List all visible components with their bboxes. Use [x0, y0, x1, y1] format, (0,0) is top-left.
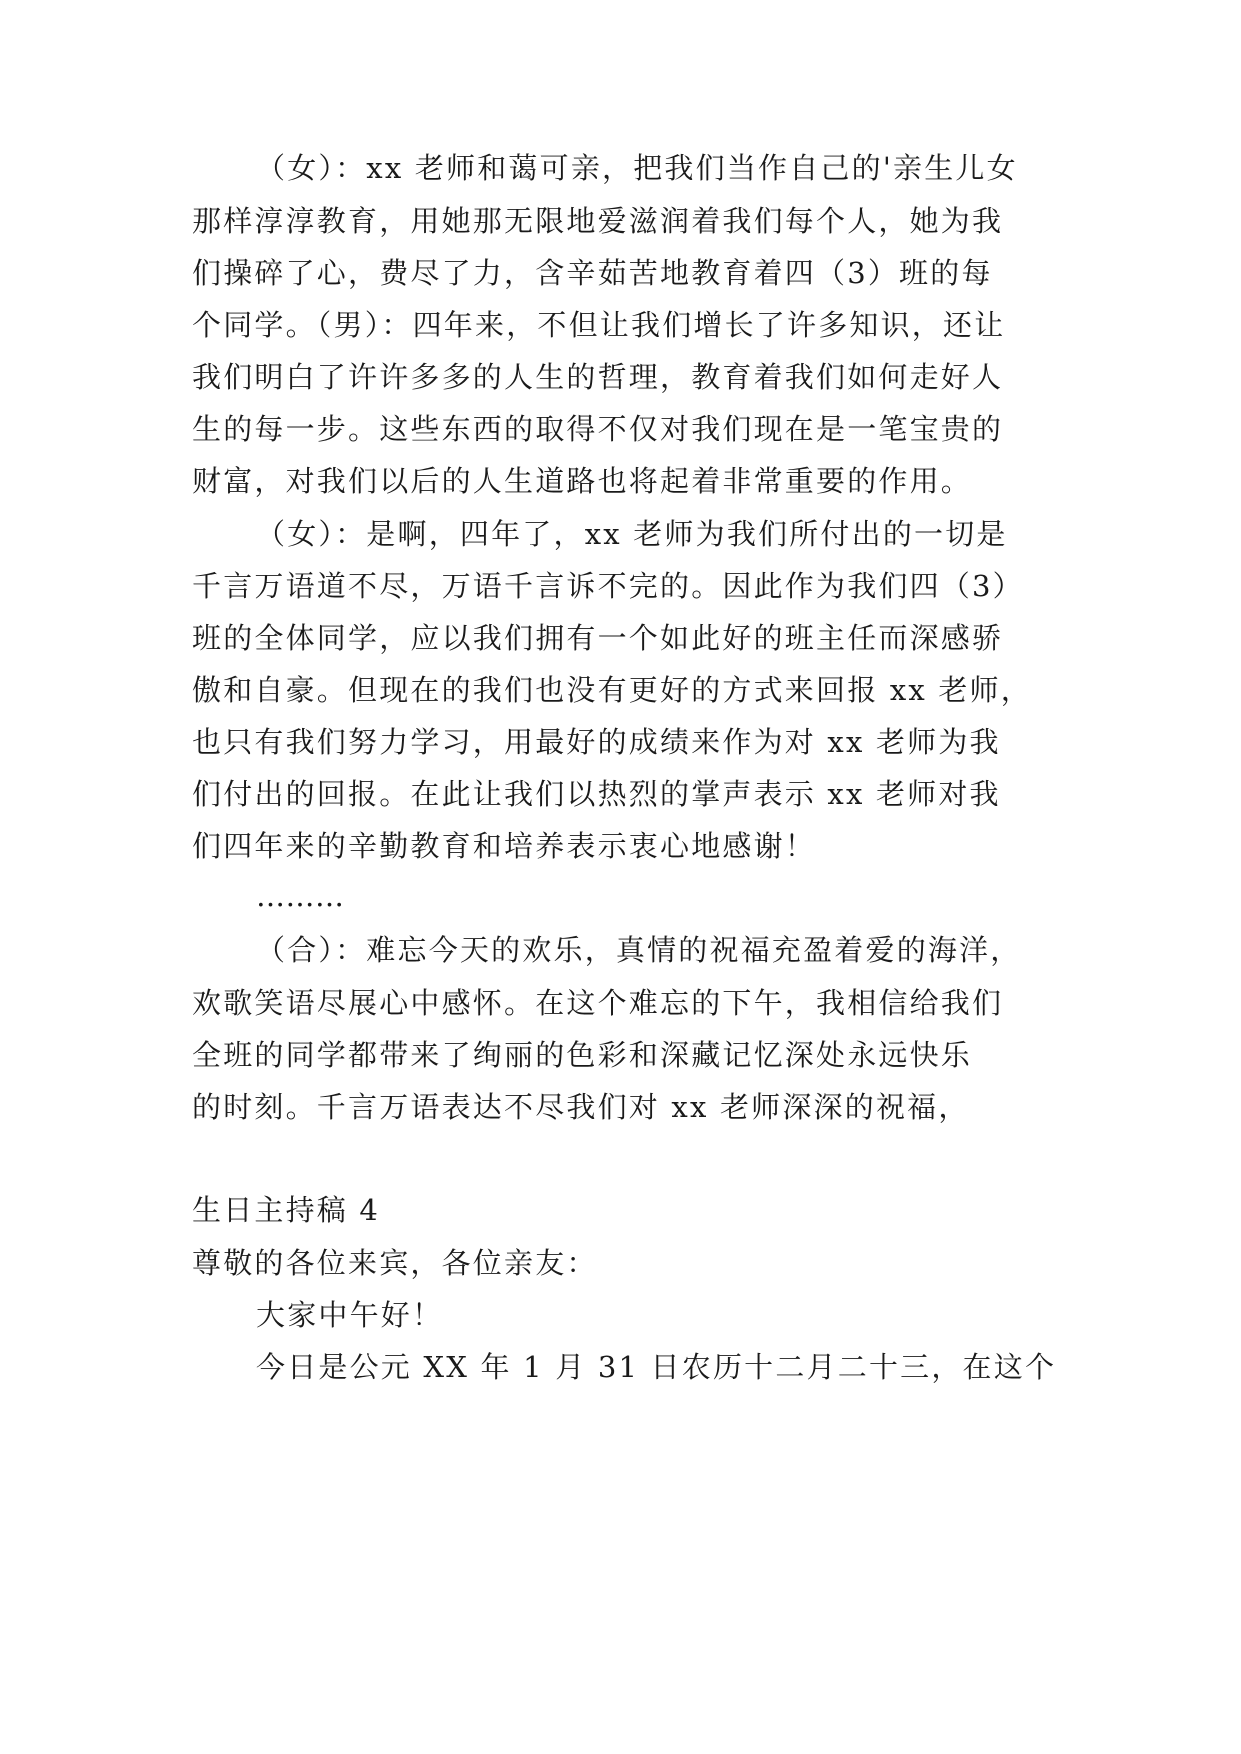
body-text-line: 班的全体同学，应以我们拥有一个如此好的班主任而深感骄	[192, 621, 1004, 655]
body-text-line: 生的每一步。这些东西的取得不仅对我们现在是一笔宝贵的	[192, 412, 1004, 446]
body-text-line: 财富，对我们以后的人生道路也将起着非常重要的作用。	[192, 464, 973, 498]
body-text-line: （女）：xx 老师和蔼可亲，把我们当作自己的'亲生儿女	[256, 151, 1018, 185]
body-text-line: 们操碎了心，费尽了力，含辛茹苦地教育着四（3）班的每	[192, 256, 993, 290]
section-title: 生日主持稿 4	[192, 1193, 381, 1227]
body-text-line: 今日是公元 XX 年 1 月 31 日农历十二月二十三，在这个	[256, 1350, 1057, 1384]
body-text-line: （女）：是啊，四年了，xx 老师为我们所付出的一切是	[256, 517, 1008, 551]
body-text-line: 欢歌笑语尽展心中感怀。在这个难忘的下午，我相信给我们	[192, 986, 1004, 1020]
ellipsis-line: ………	[256, 879, 345, 913]
body-text-line: 们四年来的辛勤教育和培养表示衷心地感谢！	[192, 829, 817, 863]
body-text-line: 全班的同学都带来了绚丽的色彩和深藏记忆深处永远快乐	[192, 1038, 973, 1072]
body-text-line: 们付出的回报。在此让我们以热烈的掌声表示 xx 老师对我	[192, 777, 1001, 811]
body-text-line: 傲和自豪。但现在的我们也没有更好的方式来回报 xx 老师，	[192, 673, 1032, 707]
body-text-line: 也只有我们努力学习，用最好的成绩来作为对 xx 老师为我	[192, 725, 1001, 759]
body-text-line: （合）：难忘今天的欢乐，真情的祝福充盈着爱的海洋，	[256, 933, 1022, 967]
salutation-line: 尊敬的各位来宾，各位亲友：	[192, 1246, 598, 1280]
greeting-line: 大家中午好！	[256, 1298, 444, 1332]
body-text-line: 的时刻。千言万语表达不尽我们对 xx 老师深深的祝福，	[192, 1090, 970, 1124]
body-text-line: 我们明白了许许多多的人生的哲理，教育着我们如何走好人	[192, 360, 1004, 394]
body-text-line: 那样淳淳教育，用她那无限地爱滋润着我们每个人，她为我	[192, 204, 1004, 238]
body-text-line: 千言万语道不尽，万语千言诉不完的。因此作为我们四（3）	[192, 569, 1024, 603]
body-text-line: 个同学。（男）：四年来，不但让我们增长了许多知识，还让	[192, 308, 1006, 342]
